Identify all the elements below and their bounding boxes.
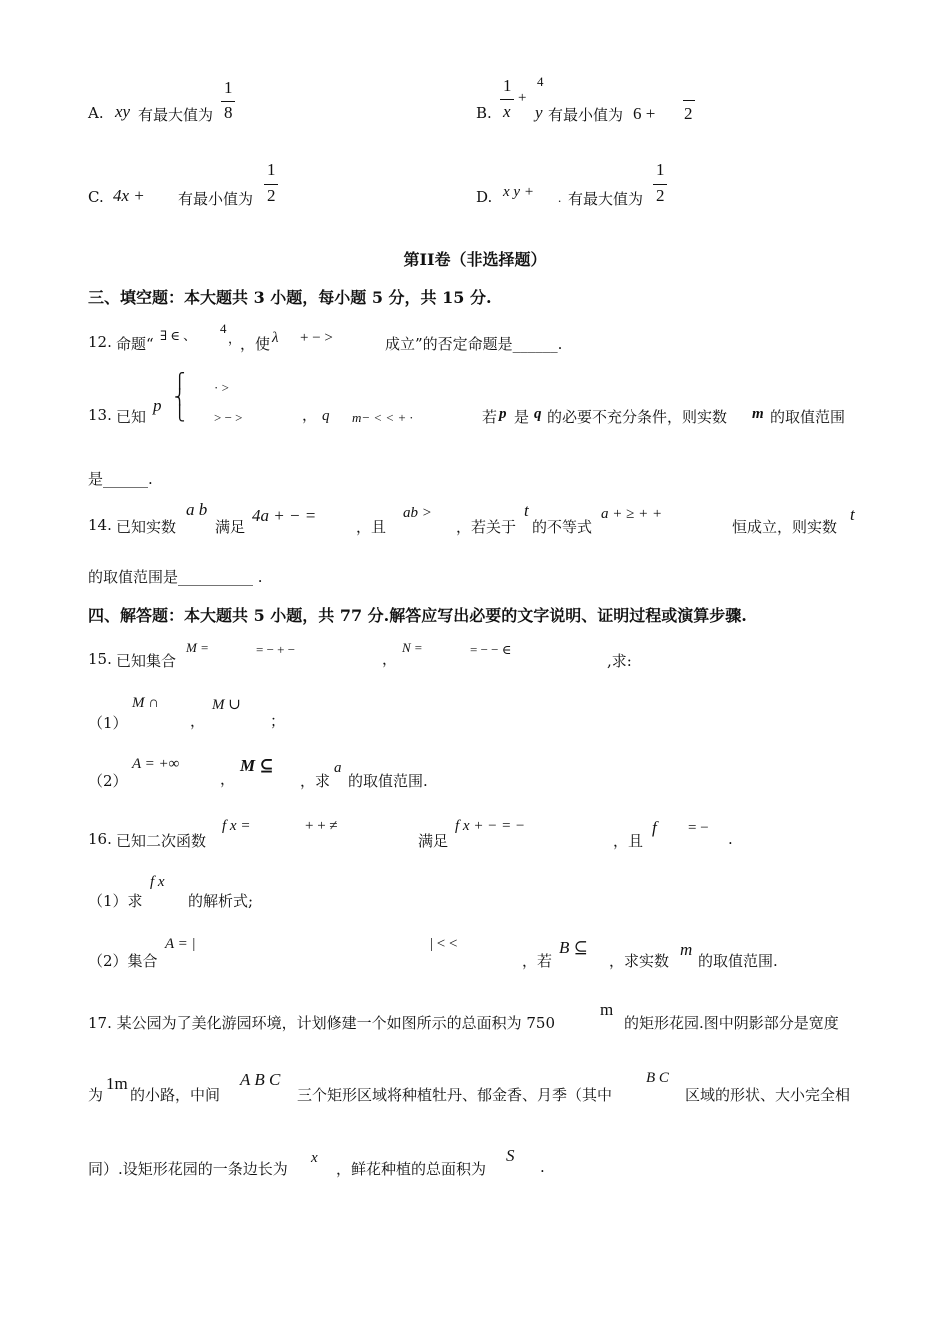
q16-p1-f: f x — [150, 874, 165, 890]
q14-t2: ，且 — [356, 518, 387, 536]
part2-title: 第II卷（非选择题） — [403, 250, 547, 269]
q12-lambda: λ — [272, 330, 279, 346]
q13-brace-mid: ⎨ — [174, 390, 186, 406]
q13-brace-top: ⎧ — [174, 374, 186, 390]
option-c-num: 1 — [267, 160, 276, 179]
q14-ineq: a + ≥ + + — [601, 506, 663, 522]
q17-line2a: 为 — [88, 1086, 104, 1104]
option-b-label: B. — [476, 104, 492, 122]
option-c-fraction-bar — [264, 184, 278, 185]
q15-p2-comma: ， — [220, 770, 236, 788]
section4-title: 四、解答题：本大题共 5 小题，共 77 分.解答应写出必要的文字说明、证明过程或演算步骤. — [88, 606, 747, 625]
q14-number: 14. — [88, 516, 112, 534]
q12-dot: ， — [228, 331, 242, 346]
q12-top4: 4 — [220, 321, 227, 336]
option-c-expr: 4x + — [113, 186, 145, 205]
option-d-dot: . — [558, 190, 562, 205]
q16-p2-m: m — [680, 940, 693, 959]
q13-comma: ， — [302, 406, 318, 424]
q16-t1: 满足 — [418, 832, 449, 850]
option-d-expr: x y + — [503, 184, 534, 200]
q13-tail4: 的取值范围 — [770, 408, 846, 426]
q16-number: 16. — [88, 830, 112, 848]
q14-abgt: ab > — [403, 505, 432, 521]
q16-p1-label: （1）求 — [88, 892, 143, 910]
q15-p2-label: （2） — [88, 772, 128, 790]
option-d-num: 1 — [656, 160, 665, 179]
option-d-label: D. — [476, 188, 493, 206]
q14-pre: 已知实数 — [116, 518, 177, 536]
q17-abc: A B C — [240, 1070, 281, 1089]
q13-p-var: p — [499, 406, 507, 422]
q13-tail2: 是 — [514, 408, 530, 426]
q17-line2b: 的小路，中间 — [130, 1086, 221, 1104]
q13-row2: > − > — [214, 410, 243, 425]
q13-number: 13. — [88, 406, 112, 424]
q13-q: q — [322, 408, 330, 424]
q15-Nexpr: = − − ∈ — [470, 642, 512, 657]
q13-qexpr: m− < < + · — [352, 410, 413, 425]
q13-q-var: q — [534, 406, 542, 422]
option-a-fraction-bar — [221, 101, 235, 102]
q14-t-var: t — [524, 501, 529, 520]
q15-Mexpr: = − + − — [256, 642, 296, 657]
q15-p1-semi: ； — [270, 712, 286, 730]
q16-t2: ，且 — [613, 832, 644, 850]
option-d-fraction-bar — [653, 184, 667, 185]
q16-p2-A: A = | — [165, 936, 196, 952]
option-b-den: x — [503, 102, 511, 121]
option-a-expr: xy — [115, 102, 131, 121]
q16-f: f x = — [222, 818, 251, 834]
q15-p1-label: （1） — [88, 714, 128, 732]
q16-p2-t4: ，求实数 — [609, 952, 670, 970]
q14-t3: ，若关于 — [456, 518, 517, 536]
option-c-text: 有最小值为 — [178, 190, 254, 208]
option-b-text: 有最小值为 — [548, 106, 624, 124]
q15-p2-a: a — [334, 760, 342, 776]
q17-onem: 1m — [106, 1074, 128, 1093]
q15-number: 15. — [88, 650, 112, 668]
q16-f2expr: = − — [688, 820, 709, 836]
option-d-text: 有最大值为 — [568, 190, 644, 208]
q17-unit-m: m — [600, 1000, 614, 1019]
q14-eq: 4a + − = — [252, 506, 317, 525]
q16-cond: f x + − = − — [455, 818, 526, 834]
option-b-sqrt-bar — [683, 100, 695, 101]
q15-p2-A: A = +∞ — [132, 756, 180, 772]
q13-line2: 是______. — [88, 470, 153, 488]
option-b-y: y — [535, 103, 543, 122]
q13-tail1: 若 — [482, 408, 498, 426]
section3-title: 三、填空题：本大题共 3 小题，每小题 5 分，共 15 分. — [88, 288, 492, 307]
q15-p1-union: M ∪ — [212, 697, 241, 713]
q17-line3a: 同）.设矩形花园的一条边长为 — [88, 1160, 288, 1178]
q17-bc: B C — [646, 1070, 669, 1086]
option-a-num: 1 — [224, 78, 233, 97]
q17-line3b: ，鲜花种植的总面积为 — [336, 1160, 487, 1178]
q15-N: N = — [402, 640, 423, 655]
q15-p2-tail: 的取值范围. — [348, 772, 428, 790]
option-c-label: C. — [88, 188, 104, 206]
q12-post: 成立”的否定命题是______. — [385, 335, 563, 353]
q16-p2-label: （2）集合 — [88, 952, 158, 970]
q12-ops: + − > — [300, 330, 333, 346]
q16-pre: 已知二次函数 — [116, 832, 207, 850]
q13-m-var: m — [752, 406, 764, 422]
q16-dot: . — [728, 830, 733, 848]
option-c-den: 2 — [267, 186, 276, 205]
q13-pre: 已知 — [116, 408, 147, 426]
q17-x: x — [311, 1150, 318, 1166]
q14-line2: 的取值范围是__________ . — [88, 568, 263, 586]
q17-line1a: 17. 某公园为了美化游园环境，计划修建一个如图所示的总面积为 750 — [88, 1014, 556, 1032]
q15-p1-intersect: M ∩ — [132, 695, 160, 711]
q14-t4: 的不等式 — [532, 518, 593, 536]
q12-mid: ，使 — [240, 335, 271, 353]
q12-symbols: ∃ ∈ 、 — [160, 328, 197, 343]
q16-p2-t3: ，若 — [522, 952, 553, 970]
q15-post: ,求: — [607, 652, 632, 670]
q14-ab: a b — [186, 500, 208, 519]
q15-p1-comma: ， — [190, 712, 206, 730]
q15-p2-ask: ，求 — [300, 772, 331, 790]
q16-p2-bar: | < < — [430, 936, 458, 952]
q13-p: p — [153, 396, 162, 415]
q13-brace-bottom: ⎩ — [174, 406, 186, 422]
q15-pre: 已知集合 — [116, 652, 177, 670]
option-b-num: 1 — [503, 76, 512, 95]
option-a-den: 8 — [224, 103, 233, 122]
q14-t-var2: t — [850, 505, 855, 524]
q16-f2: f — [652, 818, 657, 837]
q15-M: M = — [186, 640, 209, 655]
q12-number: 12. — [88, 333, 112, 351]
q16-p2-t5: 的取值范围. — [698, 952, 778, 970]
q13-row1: · > — [214, 380, 229, 395]
q14-t5: 恒成立，则实数 — [732, 518, 838, 536]
q17-line2d: 区域的形状、大小完全相 — [685, 1086, 851, 1104]
q15-comma: ， — [382, 650, 398, 668]
q17-line2c: 三个矩形区域将种植牡丹、郁金香、月季（其中 — [297, 1086, 613, 1104]
option-b-plus: + — [518, 90, 527, 106]
q16-fexpr: + + ≠ — [305, 818, 338, 834]
option-b-top4: 4 — [537, 74, 544, 89]
option-b-val: 6 + — [633, 104, 656, 123]
q12-pre: 命题“ — [116, 335, 154, 353]
option-a-label: A. — [88, 104, 104, 122]
option-b-fraction-bar — [500, 99, 514, 100]
q13-tail3: 的必要不充分条件，则实数 — [547, 408, 728, 426]
option-b-den2: 2 — [684, 104, 693, 123]
option-d-den: 2 — [656, 186, 665, 205]
q17-line3c: . — [540, 1158, 545, 1176]
q16-p1-tail: 的解析式; — [188, 892, 254, 910]
q17-line1b: 的矩形花园.图中阴影部分是宽度 — [624, 1014, 839, 1032]
option-a-text: 有最大值为 — [138, 106, 214, 124]
q15-p2-subset: M ⊆ — [240, 756, 274, 775]
q14-t1: 满足 — [215, 518, 246, 536]
q16-p2-B: B ⊆ — [559, 938, 588, 957]
q17-S: S — [506, 1146, 515, 1165]
